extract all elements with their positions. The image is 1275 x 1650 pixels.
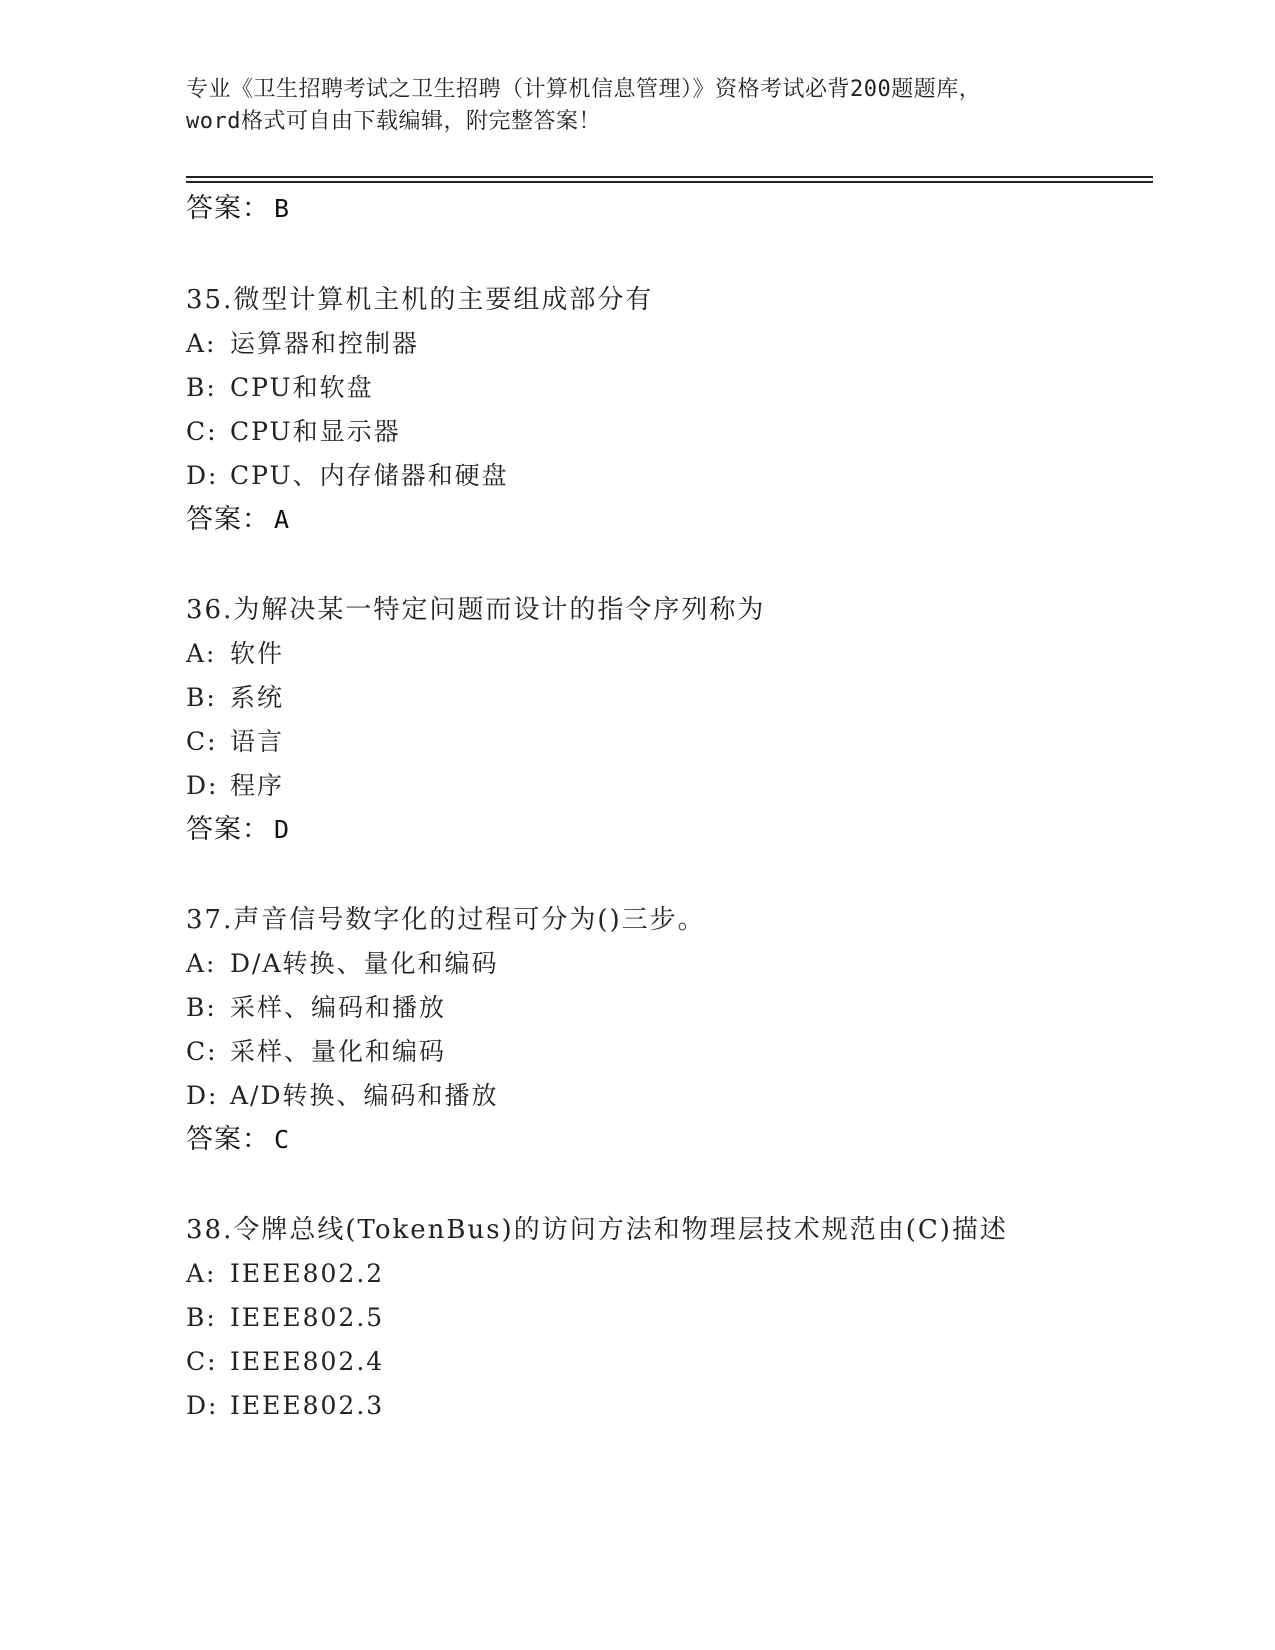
option-text: IEEE802.2 [230, 1259, 385, 1288]
page-header [186, 74, 1086, 138]
option-35-c [186, 415, 401, 449]
option-letter: D: [186, 771, 219, 800]
answer-label: 答案： [186, 504, 270, 535]
option-text: 采样、量化和编码 [230, 1037, 447, 1066]
option-35-d [186, 459, 509, 493]
option-text: 软件 [230, 639, 285, 668]
answer-value: D [274, 815, 291, 844]
option-letter: A: [186, 329, 217, 358]
option-36-b [186, 681, 284, 715]
option-text: D/A转换、量化和编码 [230, 949, 499, 978]
question-38: 38.令牌总线(TokenBus)的访问方法和物理层技术规范由(C)描述 [186, 1215, 1008, 1245]
option-letter: A: [186, 639, 217, 668]
option-37-b [186, 991, 446, 1025]
option-text: 程序 [230, 771, 285, 800]
option-38-c [186, 1345, 384, 1379]
option-text: IEEE802.4 [230, 1347, 385, 1376]
option-text: CPU和软盘 [230, 373, 374, 402]
option-letter: A: [186, 1259, 217, 1288]
option-38-b [186, 1301, 384, 1335]
option-letter: B: [186, 1303, 217, 1332]
option-38-d [186, 1389, 384, 1423]
option-letter: C: [186, 1037, 218, 1066]
question-36: 36.为解决某一特定问题而设计的指令序列称为 [186, 595, 766, 625]
option-letter: A: [186, 949, 217, 978]
option-letter: C: [186, 727, 218, 756]
option-text: IEEE802.3 [230, 1391, 385, 1420]
header-divider-top [186, 176, 1153, 178]
option-36-a [186, 637, 284, 671]
answer-value: A [274, 505, 291, 534]
option-text: 系统 [230, 683, 285, 712]
answer-line-35 [186, 503, 290, 537]
option-letter: D: [186, 1081, 219, 1110]
option-text: 运算器和控制器 [230, 329, 420, 358]
option-35-b [186, 371, 374, 405]
answer-line-37 [186, 1123, 290, 1157]
answer-label: 答案： [186, 193, 270, 224]
question-37: 37.声音信号数字化的过程可分为()三步。 [186, 905, 706, 935]
option-37-d [186, 1079, 499, 1113]
option-text: 语言 [230, 727, 285, 756]
option-36-d [186, 769, 284, 803]
option-37-c [186, 1035, 446, 1069]
option-38-a [186, 1257, 384, 1291]
answer-value: B [274, 194, 291, 223]
option-letter: B: [186, 373, 217, 402]
option-letter: D: [186, 1391, 219, 1420]
header-title-line1: 专业《卫生招聘考试之卫生招聘（计算机信息管理）》资格考试必背200题题库， [186, 77, 982, 102]
question-35: 35.微型计算机主机的主要组成部分有 [186, 285, 654, 315]
answer-value: C [274, 1125, 291, 1154]
answer-line-36 [186, 813, 290, 847]
option-letter: C: [186, 1347, 218, 1376]
header-title-line2: word格式可自由下载编辑，附完整答案！ [186, 109, 601, 134]
option-text: 采样、编码和播放 [230, 993, 447, 1022]
answer-line-prev [186, 192, 290, 226]
header-divider-bottom [186, 181, 1153, 183]
option-text: CPU和显示器 [230, 417, 401, 446]
option-letter: B: [186, 683, 217, 712]
option-37-a [186, 947, 499, 981]
option-letter: B: [186, 993, 217, 1022]
option-36-c [186, 725, 284, 759]
option-letter: C: [186, 417, 218, 446]
answer-label: 答案： [186, 814, 270, 845]
option-letter: D: [186, 461, 219, 490]
answer-label: 答案： [186, 1124, 270, 1155]
option-text: CPU、内存储器和硬盘 [230, 461, 509, 490]
option-text: A/D转换、编码和播放 [230, 1081, 499, 1110]
option-text: IEEE802.5 [230, 1303, 385, 1332]
option-35-a [186, 327, 419, 361]
